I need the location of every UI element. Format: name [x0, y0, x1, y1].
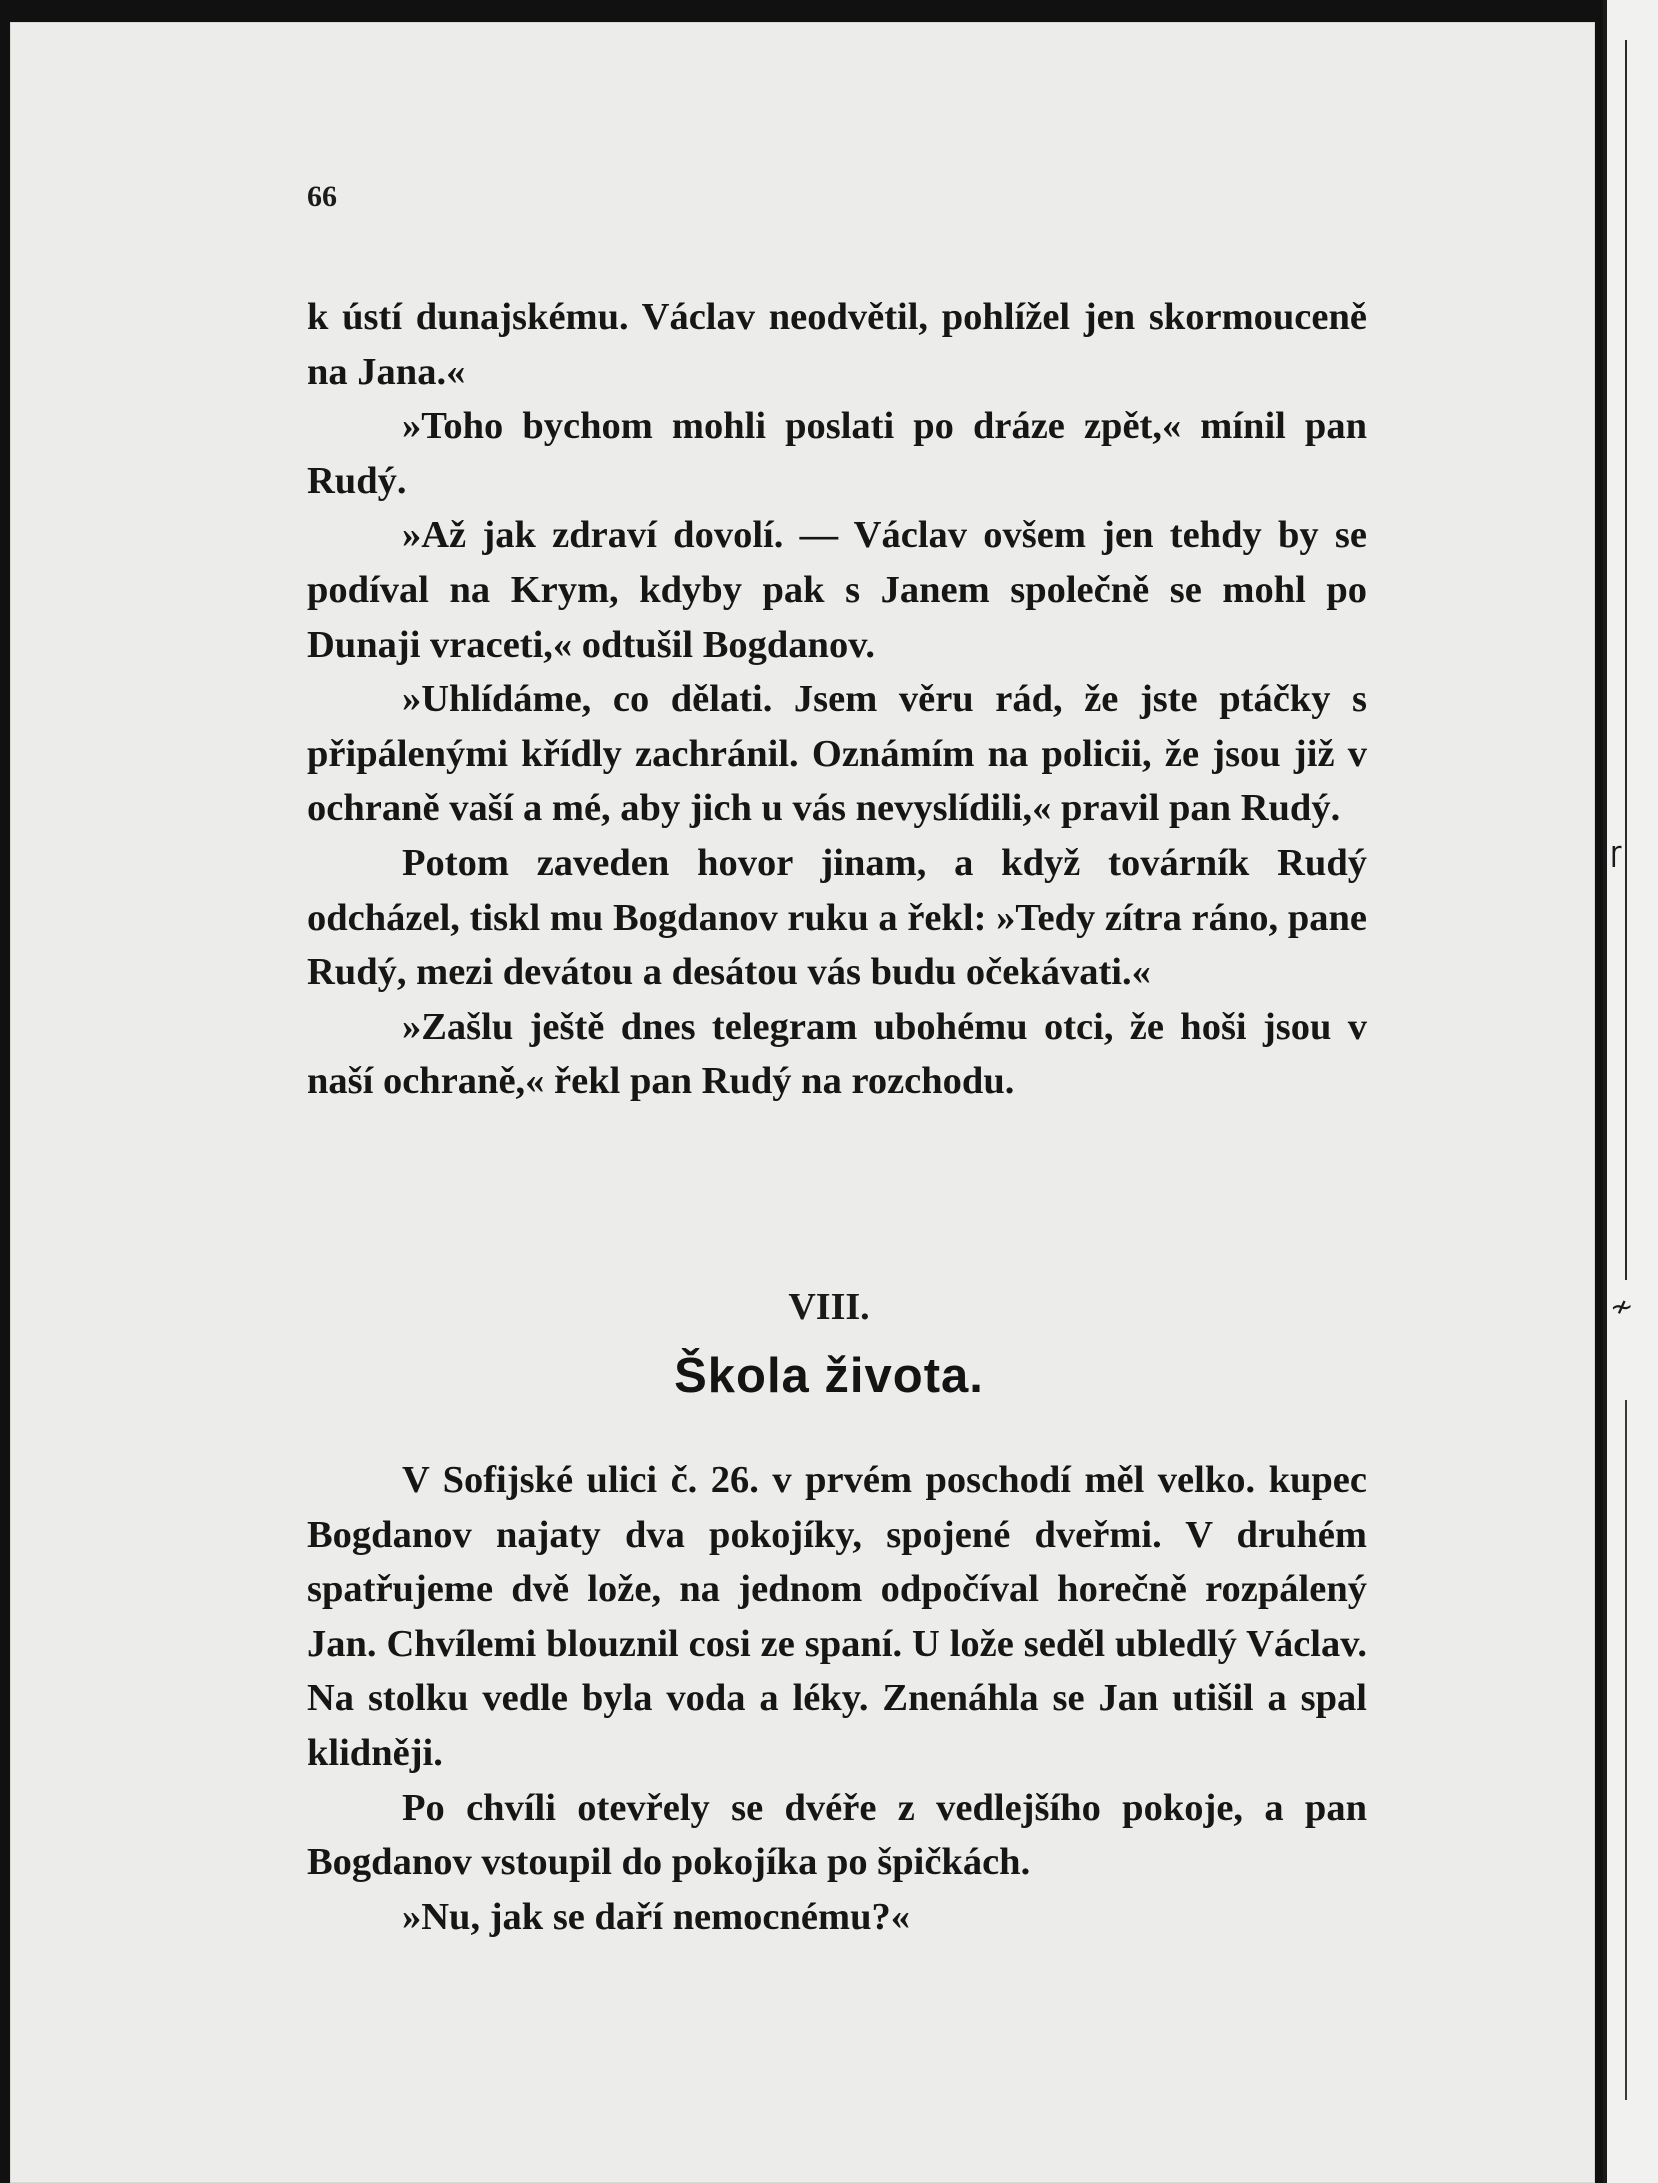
top-text-block [307, 290, 1367, 1109]
paragraph: »Až jak zdraví dovolí. — Václav ovšem jen tehdy by se podíval na Krym, kdyby pak s Janem společně se mohl po Dunaji vraceti,« odtušil Bogdanov. [307, 514, 1367, 666]
paragraph: Po chvíli otevřely se dvéře z vedlejšího pokoje, a pan Bogdanov vstoupil do pokojíka po špičkách. [307, 1786, 1367, 1884]
paragraph: V Sofijské ulici č. 26. v prvém poschodí měl velko. kupec Bogdanov najaty dva pokojíky, spojené dveřmi. V druhém spatřujeme dvě lože, na jednom odpočíval horečně rozpálený Jan. Chvílemi blouznil cosi ze spaní. U lože seděl ubledlý Václav. Na stolku vedle byla voda a léky. Znenáhla se Jan utišil a spal klidněji. [307, 1459, 1367, 1774]
paragraph: »Uhlídáme, co dělati. Jsem věru rád, že jste ptáčky s připálenými křídly zachránil. Oznámím na policii, že jsou již v ochraně vaší a mé, aby jich u vás nevyslídili,« pravil pan Rudý. [307, 678, 1367, 830]
chapter-title: Škola života. [674, 1349, 984, 1403]
edge-mark-icon: ≁ [1610, 1290, 1634, 1323]
page-edge-line-lower [1625, 1400, 1627, 2100]
paragraph: Potom zaveden hovor jinam, a když továrník Rudý odcházel, tiskl mu Bogdanov ruku a řekl: »Tedy zítra ráno, pane Rudý, mezi devátou a desátou vás budu očekávati.« [307, 841, 1367, 994]
bottom-text-block [307, 1453, 1367, 1944]
paragraph: »Nu, jak se daří nemocnému?« [402, 1895, 910, 1938]
paragraph: k ústí dunajskému. Václav neodvětil, pohlížel jen skormouceně na Jana.« [307, 296, 1367, 393]
adjacent-page-edge [1603, 0, 1658, 2183]
page-edge-line [1625, 40, 1627, 1280]
page-number: 66 [307, 180, 337, 213]
paragraph: »Toho bychom mohli poslati po dráze zpět,« mínil pan Rudý. [307, 405, 1367, 502]
edge-mark-icon: ɼ [1610, 835, 1622, 868]
chapter-number: VIII. [788, 1286, 870, 1328]
paragraph: »Zašlu ještě dnes telegram ubohému otci, že hoši jsou v naší ochraně,« řekl pan Rudý na rozchodu. [307, 1005, 1367, 1103]
